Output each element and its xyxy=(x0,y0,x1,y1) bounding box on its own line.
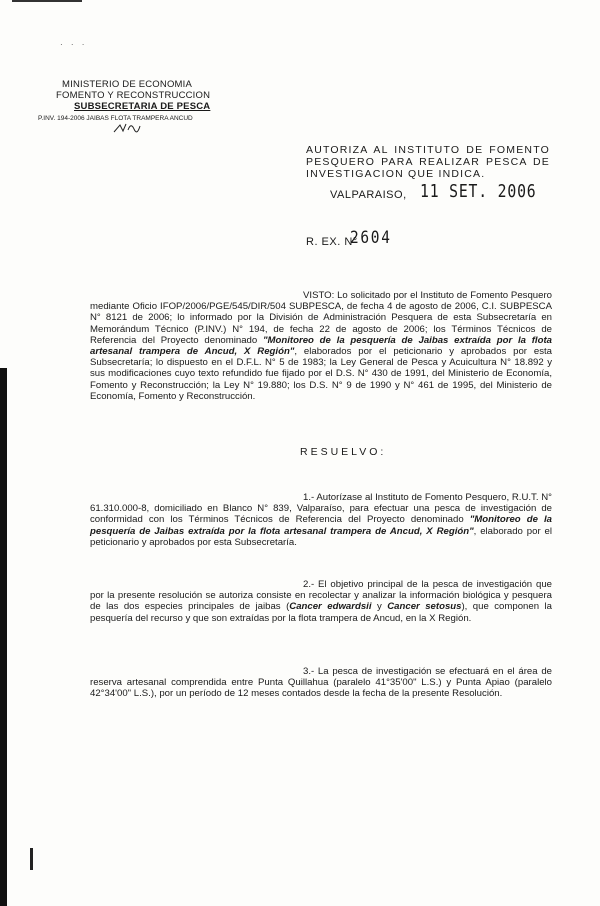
visto-text-2: , elaborados por el peticionario y aprobados por esta Subsecretaría; lo dispuesto en el D.F.L. N° 5 de 1983; la Ley General de Pesca y Acuicultura N° 18.892 y sus modificaciones cuyo texto refundido fue fijado por el D.S. N° 430 de 1991, del Ministerio de Economía, Fomento y Reconstrucción; la Ley N° 19.880; los D.S. N° 9 de 1990 y N° 461 de 1995, del Ministerio de Economía, Fomento y Reconstrucción. xyxy=(90,346,552,402)
item-1-text-1: 1.- Autorízase al Instituto de Fomento Pesquero, R.U.T. N° 61.310.000-8, domiciliado en Blanco N° 839, Valparaíso, para efectuar una pesca de investigación de conformidad con los Términos Técnicos de Referencia del Proyecto denominado xyxy=(90,492,552,526)
item-2-species-1: Cancer edwardsii xyxy=(289,601,372,613)
visto-paragraph xyxy=(90,290,552,402)
place-label: VALPARAISO, xyxy=(330,189,407,201)
subsecretaria-title: SUBSECRETARIA DE PESCA xyxy=(74,101,211,112)
item-2-text-2: ), que componen la pesquería del recurso y que son extraídas por la flota trampera de Ancud, en la X Región. xyxy=(90,601,552,624)
initials-signature xyxy=(112,121,142,135)
item-2-paragraph xyxy=(90,579,552,624)
resuelvo-heading: RESUELVO: xyxy=(300,446,387,458)
resolution-number: 2604 xyxy=(350,228,392,248)
top-rule xyxy=(12,0,82,2)
item-1-text-2: , elaborado por el peticionario y aprobados por esta Subsecretaría. xyxy=(90,525,553,548)
visto-project-title: "Monitoreo de la pesquería de Jaibas extraída por la flota artesanal trampera de Ancud, X Región" xyxy=(90,334,552,358)
reference-code: P.INV. 194-2006 JAIBAS FLOTA TRAMPERA ANCUD xyxy=(38,115,193,122)
item-3-paragraph xyxy=(90,666,552,700)
resolution-label: R. EX. N° xyxy=(306,236,358,248)
scan-mark-bottom xyxy=(30,848,33,870)
ministry-line2: FOMENTO Y RECONSTRUCCION xyxy=(56,90,211,101)
scan-edge-bar xyxy=(0,368,7,906)
date-stamp: 11 SET. 2006 xyxy=(420,181,537,202)
ministry-line1: MINISTERIO DE ECONOMIA xyxy=(62,79,193,90)
item-1-project-title: "Monitoreo de la pesquería de Jaibas extraída por la flota artesanal trampera de Ancud, X Región" xyxy=(90,514,552,537)
resolution-summary: AUTORIZA AL INSTITUTO DE FOMENTO PESQUERO PARA REALIZAR PESCA DE INVESTIGACION QUE INDICA. xyxy=(306,144,550,180)
item-2-species-2: Cancer setosus xyxy=(387,601,462,613)
item-3-text-1: 3.- La pesca de investigación se efectuará en el área de reserva artesanal comprendida entre Punta Quillahua (paralelo 41°35'00" L.S.) y Punta Apiao (paralelo 42°34'00" L.S.), por un período de 12 meses contados desde la fecha de la presente Resolución. xyxy=(90,666,552,700)
item-2-text-1: 2.- El objetivo principal de la pesca de investigación que por la presente resolución se autoriza consiste en recolectar y analizar la información biológica y pesquera de las dos especies principales de jaibas ( xyxy=(90,579,552,613)
scan-marks: · · · xyxy=(60,40,88,49)
item-2-text-mid: y xyxy=(371,601,388,613)
item-1-paragraph xyxy=(90,492,552,548)
visto-text-1: VISTO: Lo solicitado por el Instituto de Fomento Pesquero mediante Oficio IFOP/2006/PGE/545/DIR/504 SUBPESCA, de fecha 4 de agosto de 2006, C.I. SUBPESCA N° 8121 de 2006; lo informado por la División de Administración Pesquera de esta Subsecretaría en Memorándum Técnico (P.INV.) N° 194, de fecha 22 de agosto de 2006; los Términos Técnicos de Referencia del Proyecto denominado xyxy=(90,290,552,346)
